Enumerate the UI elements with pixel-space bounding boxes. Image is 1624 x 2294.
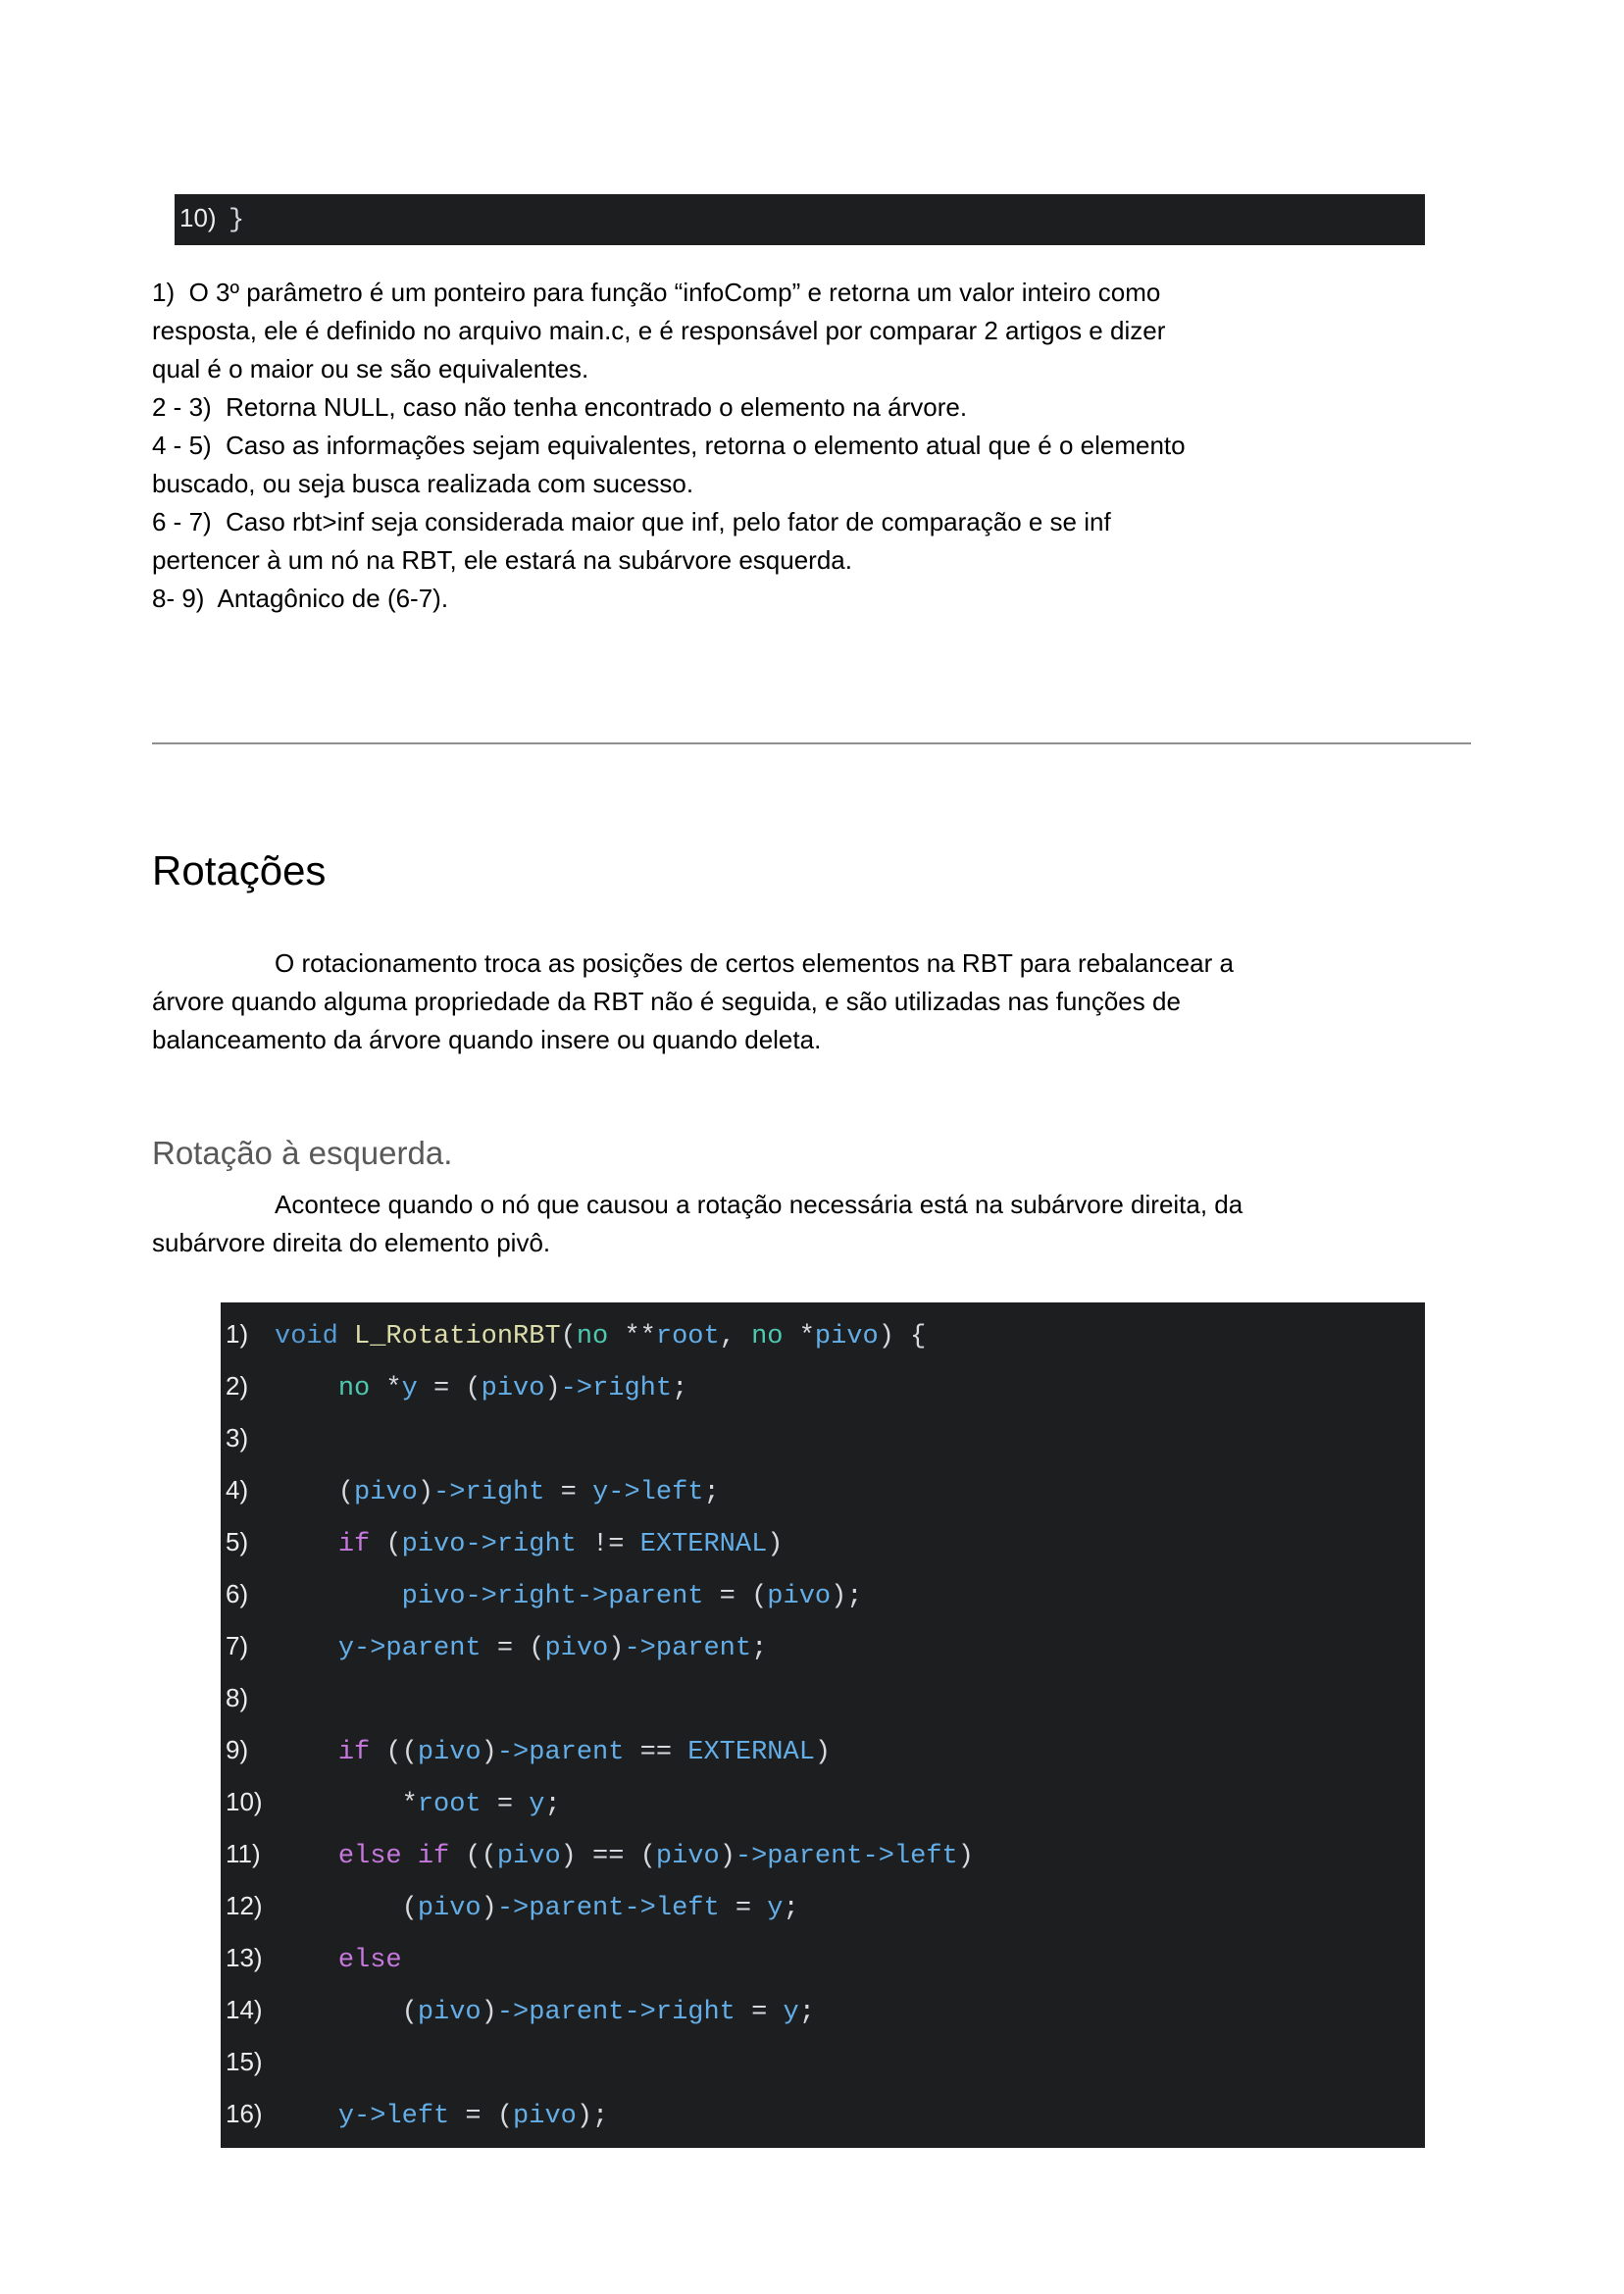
line-number: 11) — [226, 1839, 261, 1868]
code-text: if ((pivo)->parent == EXTERNAL) — [337, 1738, 832, 1767]
code-line — [221, 2037, 1425, 2089]
note-item — [152, 427, 1471, 503]
horizontal-rule — [152, 742, 1471, 744]
code-text: y->left = (pivo); — [337, 2102, 609, 2131]
sub-paragraph — [152, 1186, 1471, 1262]
text-line: 6 - 7) Caso rbt>inf seja considerada maior que inf, pelo fator de comparação e se inf — [152, 507, 1111, 536]
code-block — [221, 1302, 1425, 2148]
line-number: 16) — [226, 2099, 263, 2128]
code-line — [221, 1517, 1425, 1569]
note-item — [152, 274, 1471, 388]
text-line: 4 - 5) Caso as informações sejam equivalentes, retorna o elemento atual que é o elemento — [152, 431, 1186, 460]
code-text: void L_RotationRBT(no **root, no *pivo) { — [275, 1322, 927, 1351]
code-text — [275, 1416, 290, 1465]
code-text: no *y = (pivo)->right; — [337, 1374, 688, 1403]
code-line — [221, 1725, 1425, 1777]
text-line: Acontece quando o nó que causou a rotação necessária está na subárvore direita, da — [275, 1190, 1243, 1219]
line-number: 6) — [226, 1579, 249, 1608]
line-number: 2) — [226, 1371, 249, 1401]
subsection-heading: Rotação à esquerda. — [152, 1135, 453, 1171]
line-number: 10) — [226, 1787, 263, 1816]
code-line — [221, 1465, 1425, 1517]
code-line — [221, 1985, 1425, 2037]
section-heading: Rotações — [152, 847, 327, 893]
code-line — [221, 1569, 1425, 1621]
text-line: buscado, ou seja busca realizada com sucesso. — [152, 469, 694, 498]
code-text — [275, 1676, 290, 1725]
line-number: 14) — [226, 1995, 263, 2024]
text-line: resposta, ele é definido no arquivo main.c, e é responsável por comparar 2 artigos e dizer — [152, 316, 1166, 345]
code-text: else — [337, 1946, 402, 1975]
code-text: if (pivo->right != EXTERNAL) — [337, 1530, 784, 1559]
text-line: 2 - 3) Retorna NULL, caso não tenha encontrado o elemento na árvore. — [152, 392, 968, 422]
code-line — [221, 1673, 1425, 1725]
note-item — [152, 503, 1471, 580]
intro-paragraph — [152, 944, 1471, 1059]
line-number: 8) — [226, 1683, 249, 1712]
line-number: 4) — [226, 1475, 249, 1504]
code-text: (pivo)->parent->right = y; — [275, 1998, 815, 2027]
code-line — [221, 1309, 1425, 1361]
text-line: balanceamento da árvore quando insere ou quando deleta. — [152, 1025, 822, 1054]
text-line: árvore quando alguma propriedade da RBT não é seguida, e são utilizadas nas funções de — [152, 987, 1181, 1016]
line-number: 12) — [226, 1891, 263, 1920]
code-block-continuation — [175, 194, 1425, 245]
code-text: y->parent = (pivo)->parent; — [337, 1634, 768, 1663]
line-number: 7) — [226, 1631, 249, 1660]
code-line — [221, 2089, 1425, 2141]
line-number: 3) — [226, 1423, 249, 1453]
text-line: O rotacionamento troca as posições de certos elementos na RBT para rebalancear a — [275, 948, 1234, 978]
code-line — [221, 1413, 1425, 1465]
code-text: pivo->right->parent = (pivo); — [401, 1582, 863, 1611]
line-number: 5) — [226, 1527, 249, 1556]
line-number: 9) — [226, 1735, 249, 1764]
code-text: (pivo)->right = y->left; — [275, 1478, 720, 1507]
line-number: 15) — [226, 2047, 263, 2076]
code-text — [275, 2040, 290, 2089]
code-line — [221, 1621, 1425, 1673]
code-text: (pivo)->parent->left = y; — [275, 1894, 799, 1923]
notes-list — [152, 274, 1471, 618]
line-number: 1) — [226, 1319, 249, 1349]
text-line: 1) O 3º parâmetro é um ponteiro para função “infoComp” e retorna um valor inteiro como — [152, 278, 1161, 307]
code-line — [221, 1829, 1425, 1881]
code-text: *root = y; — [275, 1790, 561, 1819]
code-line — [175, 200, 1425, 239]
note-item — [152, 388, 1471, 427]
code-line — [221, 1933, 1425, 1985]
text-line: subárvore direita do elemento pivô. — [152, 1228, 551, 1257]
text-line: pertencer à um nó na RBT, ele estará na subárvore esquerda. — [152, 545, 852, 575]
text-line: qual é o maior ou se são equivalentes. — [152, 354, 589, 383]
line-number: 13) — [226, 1943, 263, 1972]
code-line — [221, 1361, 1425, 1413]
code-line — [221, 1777, 1425, 1829]
text-line: 8- 9) Antagônico de (6-7). — [152, 584, 449, 613]
note-item — [152, 580, 1471, 618]
code-line — [221, 1881, 1425, 1933]
line-number: 10) — [179, 203, 217, 232]
code-text: } — [228, 206, 245, 235]
code-text: else if ((pivo) == (pivo)->parent->left) — [337, 1842, 974, 1871]
